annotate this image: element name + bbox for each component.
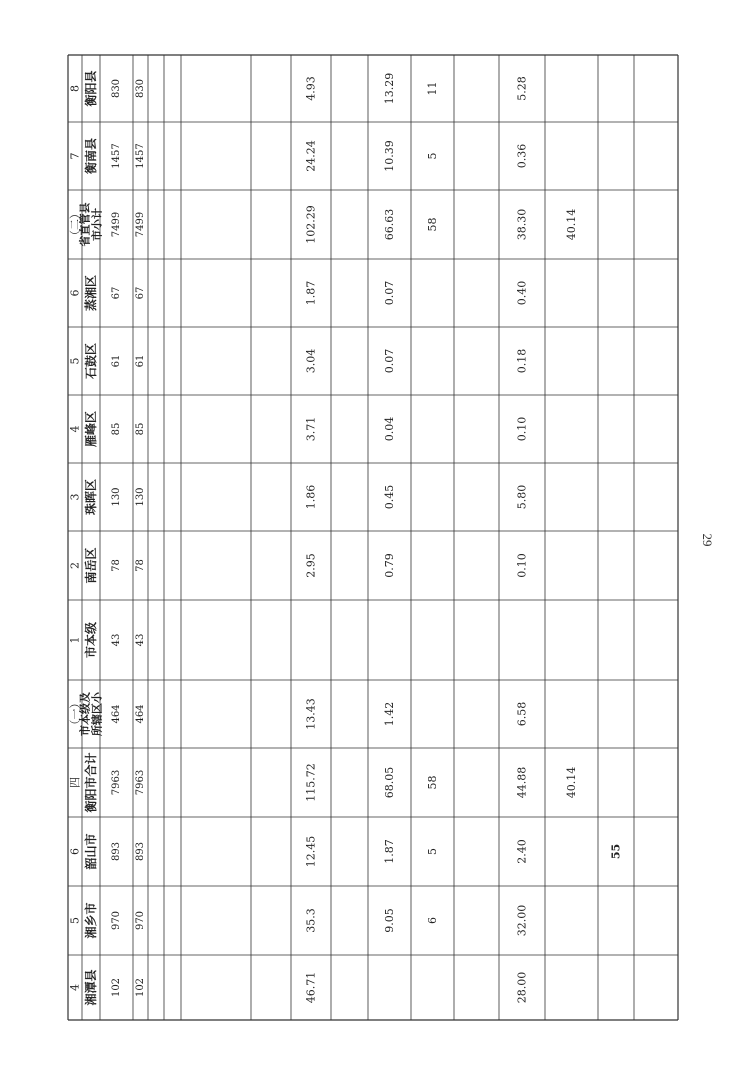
value-cell: 58 — [426, 217, 439, 232]
count-cell: 464 — [135, 704, 146, 724]
value-cell: 2.40 — [515, 839, 529, 864]
value-cell: 46.71 — [304, 971, 318, 1004]
value-cell: 10.39 — [383, 140, 396, 172]
count-cell: 78 — [111, 559, 122, 572]
count-cell: 43 — [135, 633, 146, 647]
value-cell: 1.42 — [383, 701, 396, 727]
col-name: 所辖区小 — [90, 692, 104, 736]
value-cell: 1.87 — [383, 839, 396, 864]
value-cell: 0.04 — [383, 416, 396, 442]
value-cell: 0.36 — [515, 143, 529, 169]
count-cell: 130 — [135, 487, 146, 507]
page-number: 29 — [700, 533, 715, 547]
count-cell: 102 — [135, 977, 146, 998]
col-number: 4 — [68, 425, 82, 433]
value-cell: 0.07 — [383, 280, 396, 306]
col-name: 省直管县 — [78, 202, 92, 247]
col-number: 5 — [68, 917, 82, 924]
count-cell: 85 — [135, 422, 146, 436]
value-cell: 38.30 — [515, 208, 529, 241]
col-number: 5 — [68, 357, 82, 365]
value-cell: 24.24 — [304, 140, 318, 172]
count-cell: 43 — [111, 633, 122, 647]
value-cell: 115.72 — [304, 763, 318, 802]
col-number: 8 — [68, 85, 82, 92]
col-name: 衡南县 — [84, 137, 98, 175]
col-number: （二） — [68, 208, 82, 241]
value-cell: 3.71 — [304, 416, 318, 442]
count-cell: 1457 — [111, 143, 122, 169]
count-cell: 85 — [111, 422, 122, 436]
value-cell: 40.14 — [565, 766, 578, 799]
col-number: 6 — [68, 848, 82, 855]
col-name: 市本级 — [84, 621, 98, 659]
value-cell: 68.05 — [383, 766, 396, 799]
col-name: 湘潭县 — [84, 969, 98, 1006]
col-name: 石鼓区 — [84, 342, 98, 380]
count-cell: 130 — [111, 487, 122, 507]
count-cell: 61 — [111, 354, 122, 368]
count-cell: 7963 — [135, 769, 146, 796]
value-cell: 32.00 — [515, 904, 529, 937]
table-cells — [69, 70, 623, 1005]
value-cell: 11 — [426, 81, 439, 96]
value-cell: 102.29 — [304, 205, 318, 244]
col-number: 2 — [68, 562, 82, 569]
value-cell: 5.80 — [515, 484, 529, 510]
value-cell: 0.40 — [515, 280, 529, 306]
col-name: 衡阳县 — [84, 70, 98, 107]
value-cell: 12.45 — [304, 835, 318, 868]
value-cell: 66.63 — [383, 208, 396, 241]
value-cell: 6 — [426, 917, 439, 924]
count-cell: 7499 — [111, 211, 122, 238]
value-cell: 0.45 — [383, 484, 396, 510]
table-grid — [68, 55, 678, 1020]
col-name: 衡阳市合计 — [84, 752, 98, 813]
count-cell: 67 — [135, 286, 146, 300]
value-cell: 0.18 — [515, 348, 529, 374]
value-cell: 5 — [426, 848, 439, 855]
col-name: 珠晖区 — [84, 478, 98, 516]
col-name: 湘乡市 — [84, 902, 98, 939]
col-name: 韶山市 — [84, 833, 98, 870]
value-cell: 1.87 — [304, 280, 318, 306]
count-cell: 830 — [135, 78, 146, 99]
value-cell: 40.14 — [565, 208, 578, 241]
count-cell: 893 — [135, 841, 146, 862]
value-cell: 1.86 — [304, 484, 318, 510]
col-name: 蒸湘区 — [84, 274, 98, 312]
count-cell: 78 — [135, 559, 146, 572]
col-number: 3 — [68, 493, 82, 501]
count-cell: 67 — [111, 286, 122, 300]
col-number: （一） — [68, 697, 82, 731]
col-name: 雁峰区 — [84, 410, 98, 448]
col-name: 市本级及 — [78, 692, 92, 736]
value-cell: 13.29 — [383, 72, 396, 105]
count-cell: 893 — [111, 841, 122, 862]
col-name: 南岳区 — [84, 547, 98, 584]
count-cell: 464 — [111, 704, 122, 724]
value-cell: 3.04 — [304, 348, 318, 374]
count-cell: 970 — [111, 910, 122, 931]
value-cell: 0.10 — [515, 416, 529, 442]
count-cell: 970 — [135, 910, 146, 931]
value-cell: 44.88 — [515, 766, 529, 799]
value-cell: 9.05 — [383, 908, 396, 933]
count-cell: 102 — [111, 977, 122, 998]
col-number: 4 — [68, 984, 82, 991]
count-cell: 61 — [135, 354, 146, 368]
count-cell: 7963 — [111, 769, 122, 796]
value-cell: 28.00 — [515, 971, 529, 1004]
value-cell: 6.58 — [515, 701, 529, 727]
value-cell: 4.93 — [304, 76, 318, 101]
count-cell: 830 — [111, 78, 122, 99]
count-cell: 7499 — [135, 211, 146, 238]
value-cell: 5.28 — [515, 76, 529, 101]
value-cell: 58 — [426, 775, 439, 790]
value-cell: 35.3 — [304, 908, 318, 933]
value-cell: 0.07 — [383, 348, 396, 374]
col-name: 市小计 — [90, 208, 104, 241]
value-cell: 0.79 — [383, 553, 396, 578]
col-number: 6 — [68, 289, 82, 297]
col-number: 四 — [68, 777, 82, 788]
value-cell: 5 — [426, 152, 439, 160]
value-cell: 0.10 — [515, 553, 529, 578]
value-cell: 2.95 — [304, 553, 318, 578]
col-number: 1 — [68, 636, 82, 644]
value-cell: 55 — [609, 843, 623, 860]
count-cell: 1457 — [135, 143, 146, 169]
col-number: 7 — [68, 152, 82, 160]
value-cell: 13.43 — [304, 698, 318, 730]
